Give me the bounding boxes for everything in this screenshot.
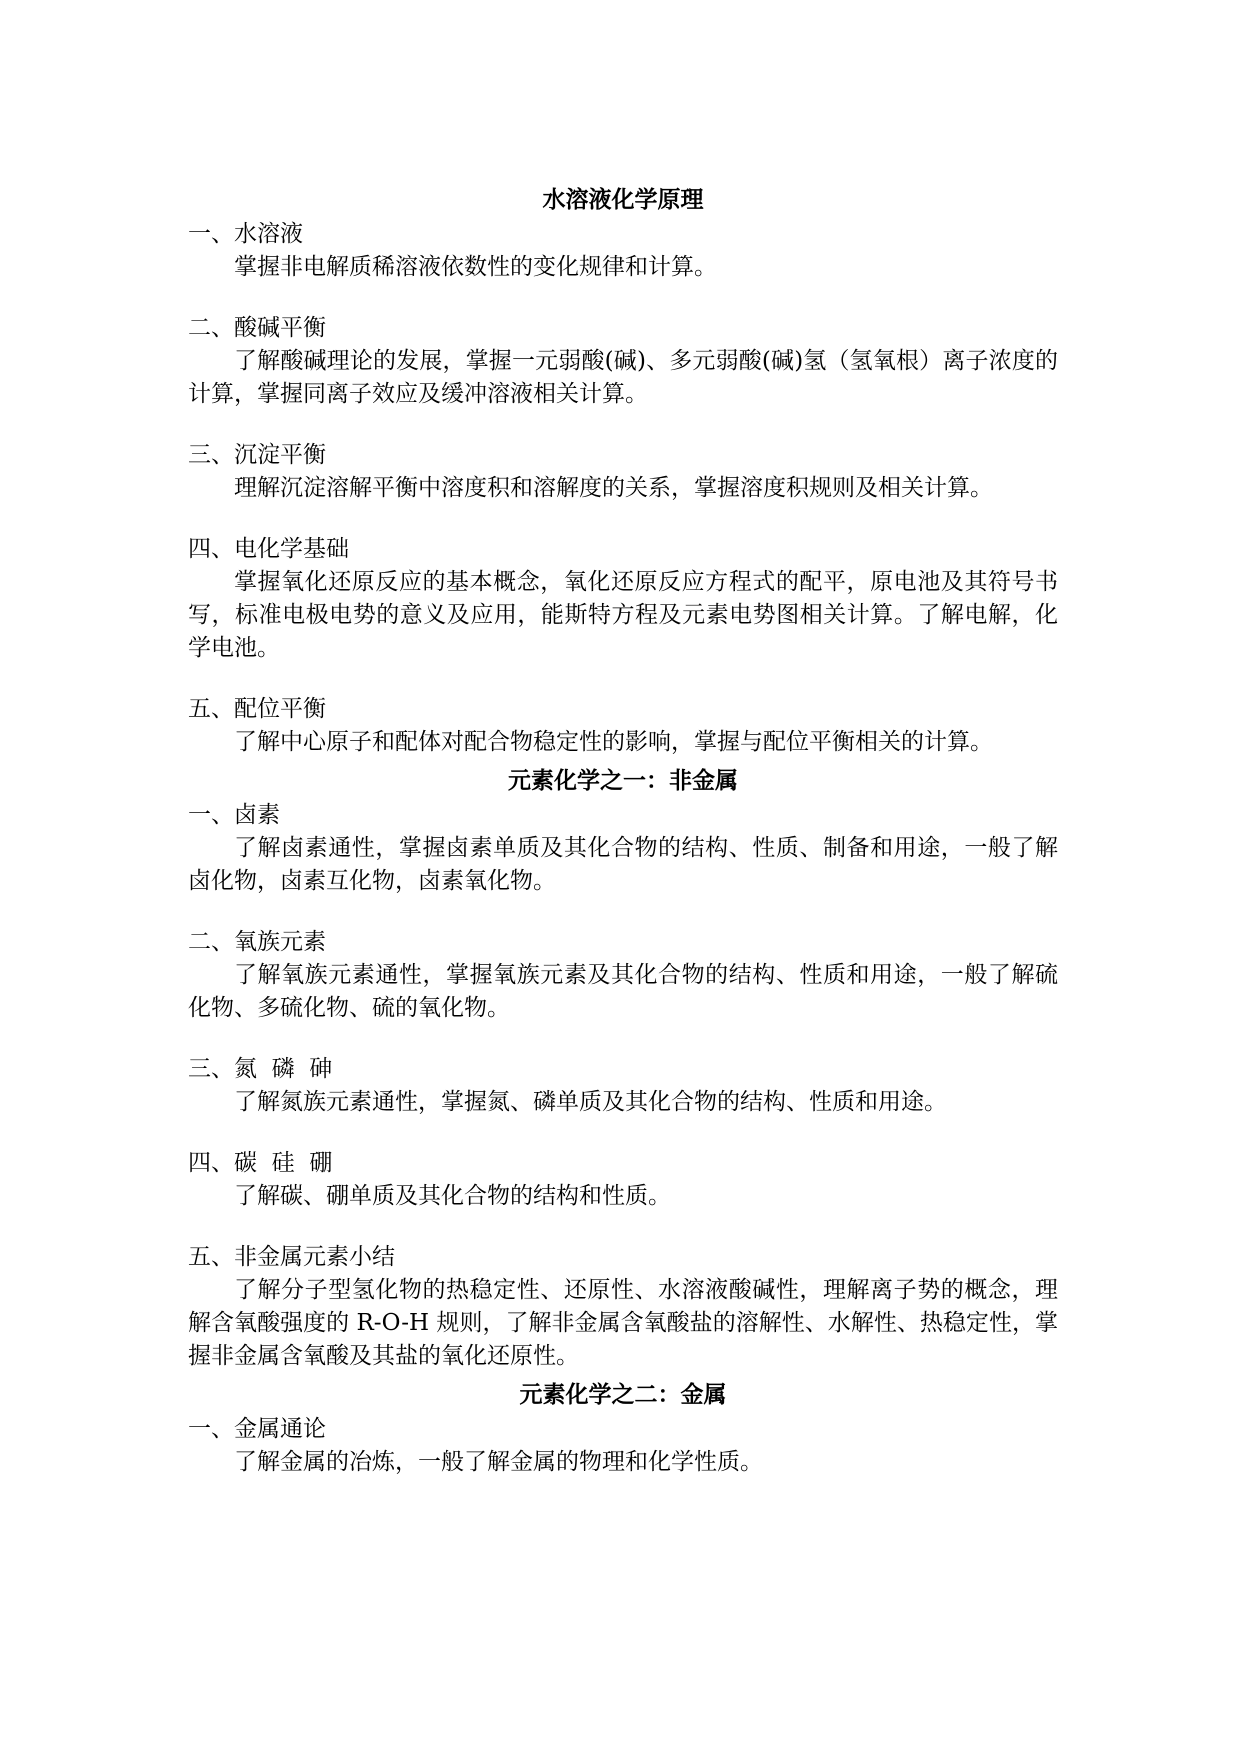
section-heading: 四、碳 硅 硼 (188, 1150, 333, 1176)
section-metals-general (188, 1413, 1058, 1479)
section-acid-base-equilibrium (188, 312, 1058, 411)
part-nonmetal-elements (188, 763, 1058, 1373)
section-precipitation-equilibrium (188, 439, 1058, 505)
section-heading: 一、水溶液 (188, 221, 303, 247)
section-body: 了解中心原子和配体对配合物稳定性的影响，掌握与配位平衡相关的计算。 (234, 729, 993, 755)
section-oxygen-group (188, 926, 1058, 1025)
section-heading: 五、配位平衡 (188, 696, 326, 722)
section-body: 理解沉淀溶解平衡中溶度积和溶解度的关系，掌握溶度积规则及相关计算。 (234, 475, 993, 501)
section-nonmetal-summary (188, 1241, 1058, 1373)
part-aqueous-solution-chemistry (188, 182, 1058, 759)
section-body: 了解氮族元素通性，掌握氮、磷单质及其化合物的结构、性质和用途。 (234, 1089, 947, 1115)
section-heading: 三、氮 磷 砷 (188, 1056, 333, 1082)
section-body: 了解金属的冶炼，一般了解金属的物理和化学性质。 (234, 1449, 763, 1475)
section-heading: 二、氧族元素 (188, 929, 326, 955)
section-heading: 二、酸碱平衡 (188, 315, 326, 341)
part-title: 元素化学之一：非金属 (508, 767, 738, 794)
section-body: 掌握非电解质稀溶液依数性的变化规律和计算。 (234, 254, 717, 280)
part-title: 元素化学之二：金属 (519, 1381, 727, 1408)
section-body: 了解碳、硼单质及其化合物的结构和性质。 (234, 1183, 671, 1209)
section-body: 了解分子型氢化物的热稳定性、还原性、水溶液酸碱性，理解离子势的概念，理解含氧酸强度的 R-O-H 规则，了解非金属含氧酸盐的溶解性、水解性、热稳定性，掌握非金属含氧酸及其盐的氧化还原性。 (188, 1277, 1058, 1369)
section-carbon-silicon-boron (188, 1147, 1058, 1213)
section-body: 了解酸碱理论的发展，掌握一元弱酸(碱)、多元弱酸(碱)氢（氢氧根）离子浓度的计算，掌握同离子效应及缓冲溶液相关计算。 (188, 348, 1058, 407)
section-nitrogen-phosphorus-arsenic (188, 1053, 1058, 1119)
section-coordination-equilibrium (188, 693, 1058, 759)
section-body: 了解卤素通性，掌握卤素单质及其化合物的结构、性质、制备和用途，一般了解卤化物，卤素互化物，卤素氧化物。 (188, 835, 1058, 894)
section-heading: 一、金属通论 (188, 1416, 326, 1442)
section-heading: 三、沉淀平衡 (188, 442, 326, 468)
section-halogens (188, 799, 1058, 898)
section-electrochemistry-basics (188, 533, 1058, 665)
section-aqueous-solution (188, 218, 1058, 284)
part-metal-elements (188, 1377, 1058, 1479)
section-body: 掌握氧化还原反应的基本概念，氧化还原反应方程式的配平，原电池及其符号书写，标准电极电势的意义及应用，能斯特方程及元素电势图相关计算。了解电解，化学电池。 (188, 569, 1058, 661)
section-body: 了解氧族元素通性，掌握氧族元素及其化合物的结构、性质和用途，一般了解硫化物、多硫化物、硫的氧化物。 (188, 962, 1058, 1021)
part-title: 水溶液化学原理 (542, 186, 704, 213)
section-heading: 五、非金属元素小结 (188, 1244, 395, 1270)
section-heading: 四、电化学基础 (188, 536, 349, 562)
section-heading: 一、卤素 (188, 802, 280, 828)
document-content (188, 182, 1058, 1483)
